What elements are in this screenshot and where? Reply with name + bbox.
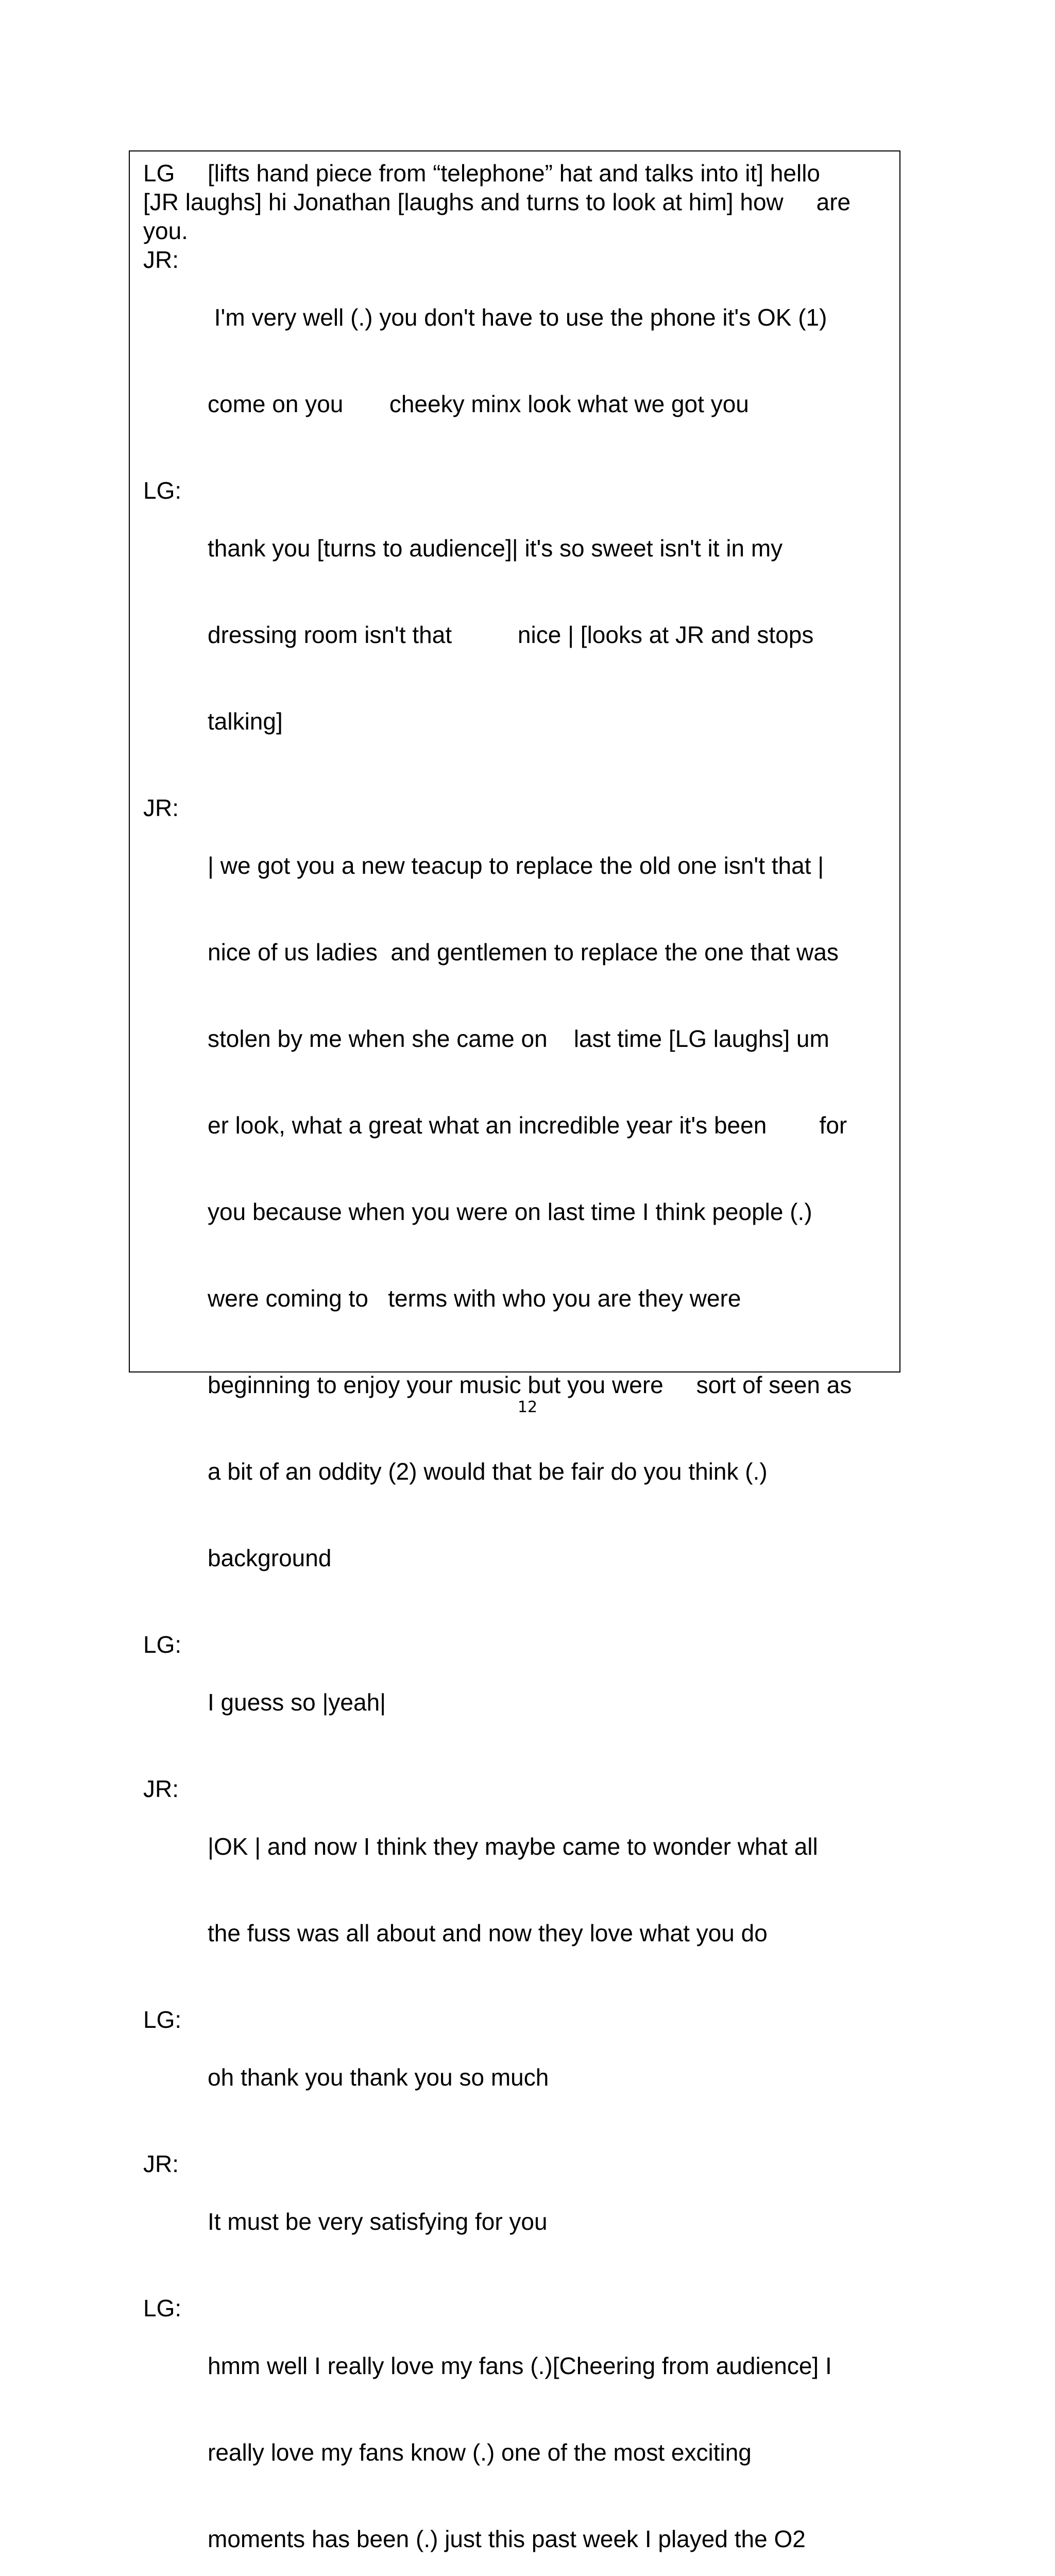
speaker-label: LG:: [143, 2006, 182, 2033]
transcript-line: background: [208, 1545, 332, 1571]
utterance: [208, 2005, 886, 2149]
utterance: [208, 2149, 886, 2294]
transcript-line: come on you cheeky minx look what we got you: [208, 391, 749, 417]
transcript-line: hmm well I really love my fans (.)[Cheering from audience] I: [208, 2352, 832, 2379]
transcript-turn: [143, 793, 886, 1630]
utterance: [208, 1630, 886, 1774]
transcript-line: [JR laughs] hi Jonathan [laughs and turns to look at him] how are: [143, 189, 851, 215]
transcript-turn: [143, 1774, 886, 2005]
speaker-label: LG:: [143, 1631, 182, 1658]
speaker-label: LG:: [143, 477, 182, 504]
transcript-line: thank you [turns to audience]| it's so sweet isn't it in my: [208, 535, 783, 562]
speaker-label: LG: [143, 160, 175, 187]
transcript-line: nice of us ladies and gentlemen to replace the one that was: [208, 939, 839, 965]
transcript-turn: [143, 159, 886, 245]
page-number: 12: [517, 1398, 538, 1416]
transcript-turn: [143, 2149, 886, 2294]
transcript: [143, 159, 886, 2576]
transcript-line: beginning to enjoy your music but you were sort of seen as: [208, 1371, 852, 1398]
transcript-line: I guess so |yeah|: [208, 1689, 386, 1716]
speaker-label: JR:: [143, 2150, 179, 2177]
speaker-label: LG:: [143, 2295, 182, 2321]
transcript-line: er look, what a great what an incredible year it's been for: [208, 1112, 847, 1139]
speaker-label: JR:: [143, 246, 179, 273]
transcript-turn: [143, 245, 886, 476]
transcript-line: talking]: [208, 708, 283, 735]
transcript-line: | we got you a new teacup to replace the old one isn't that |: [208, 852, 824, 879]
utterance: [208, 1774, 886, 2005]
transcript-line: a bit of an oddity (2) would that be fair do you think (.): [208, 1458, 768, 1485]
transcript-line: I'm very well (.) you don't have to use the phone it's OK (1): [208, 304, 827, 331]
transcript-line: [143, 159, 886, 188]
transcript-line: stolen by me when she came on last time [LG laughs] um: [208, 1025, 829, 1052]
transcript-line: were coming to terms with who you are they were: [208, 1285, 741, 1312]
transcript-line: oh thank you thank you so much: [208, 2064, 549, 2091]
transcript-line: dressing room isn't that nice | [looks at JR and stops: [208, 621, 814, 648]
transcript-turn: [143, 476, 886, 793]
utterance: [208, 793, 886, 1630]
transcript-turn: [143, 1630, 886, 1774]
transcript-line: the fuss was all about and now they love what you do: [208, 1920, 768, 1946]
utterance: [208, 245, 886, 476]
speaker-label: JR:: [143, 1775, 179, 1802]
transcript-turn: [143, 2294, 886, 2576]
transcript-line: you.: [143, 217, 188, 244]
transcript-line: |OK | and now I think they maybe came to wonder what all: [208, 1833, 818, 1860]
speaker-label: JR:: [143, 794, 179, 821]
transcript-line: really love my fans know (.) one of the most exciting: [208, 2439, 752, 2466]
utterance: [208, 2294, 886, 2576]
transcript-turn: [143, 2005, 886, 2149]
utterance-text: [lifts hand piece from “telephone” hat and talks into it] hello: [208, 160, 821, 187]
transcript-line: moments has been (.) just this past week I played the O2: [208, 2526, 806, 2552]
transcript-line: you because when you were on last time I think people (.): [208, 1198, 812, 1225]
transcript-line: It must be very satisfying for you: [208, 2208, 548, 2235]
utterance: [208, 476, 886, 793]
